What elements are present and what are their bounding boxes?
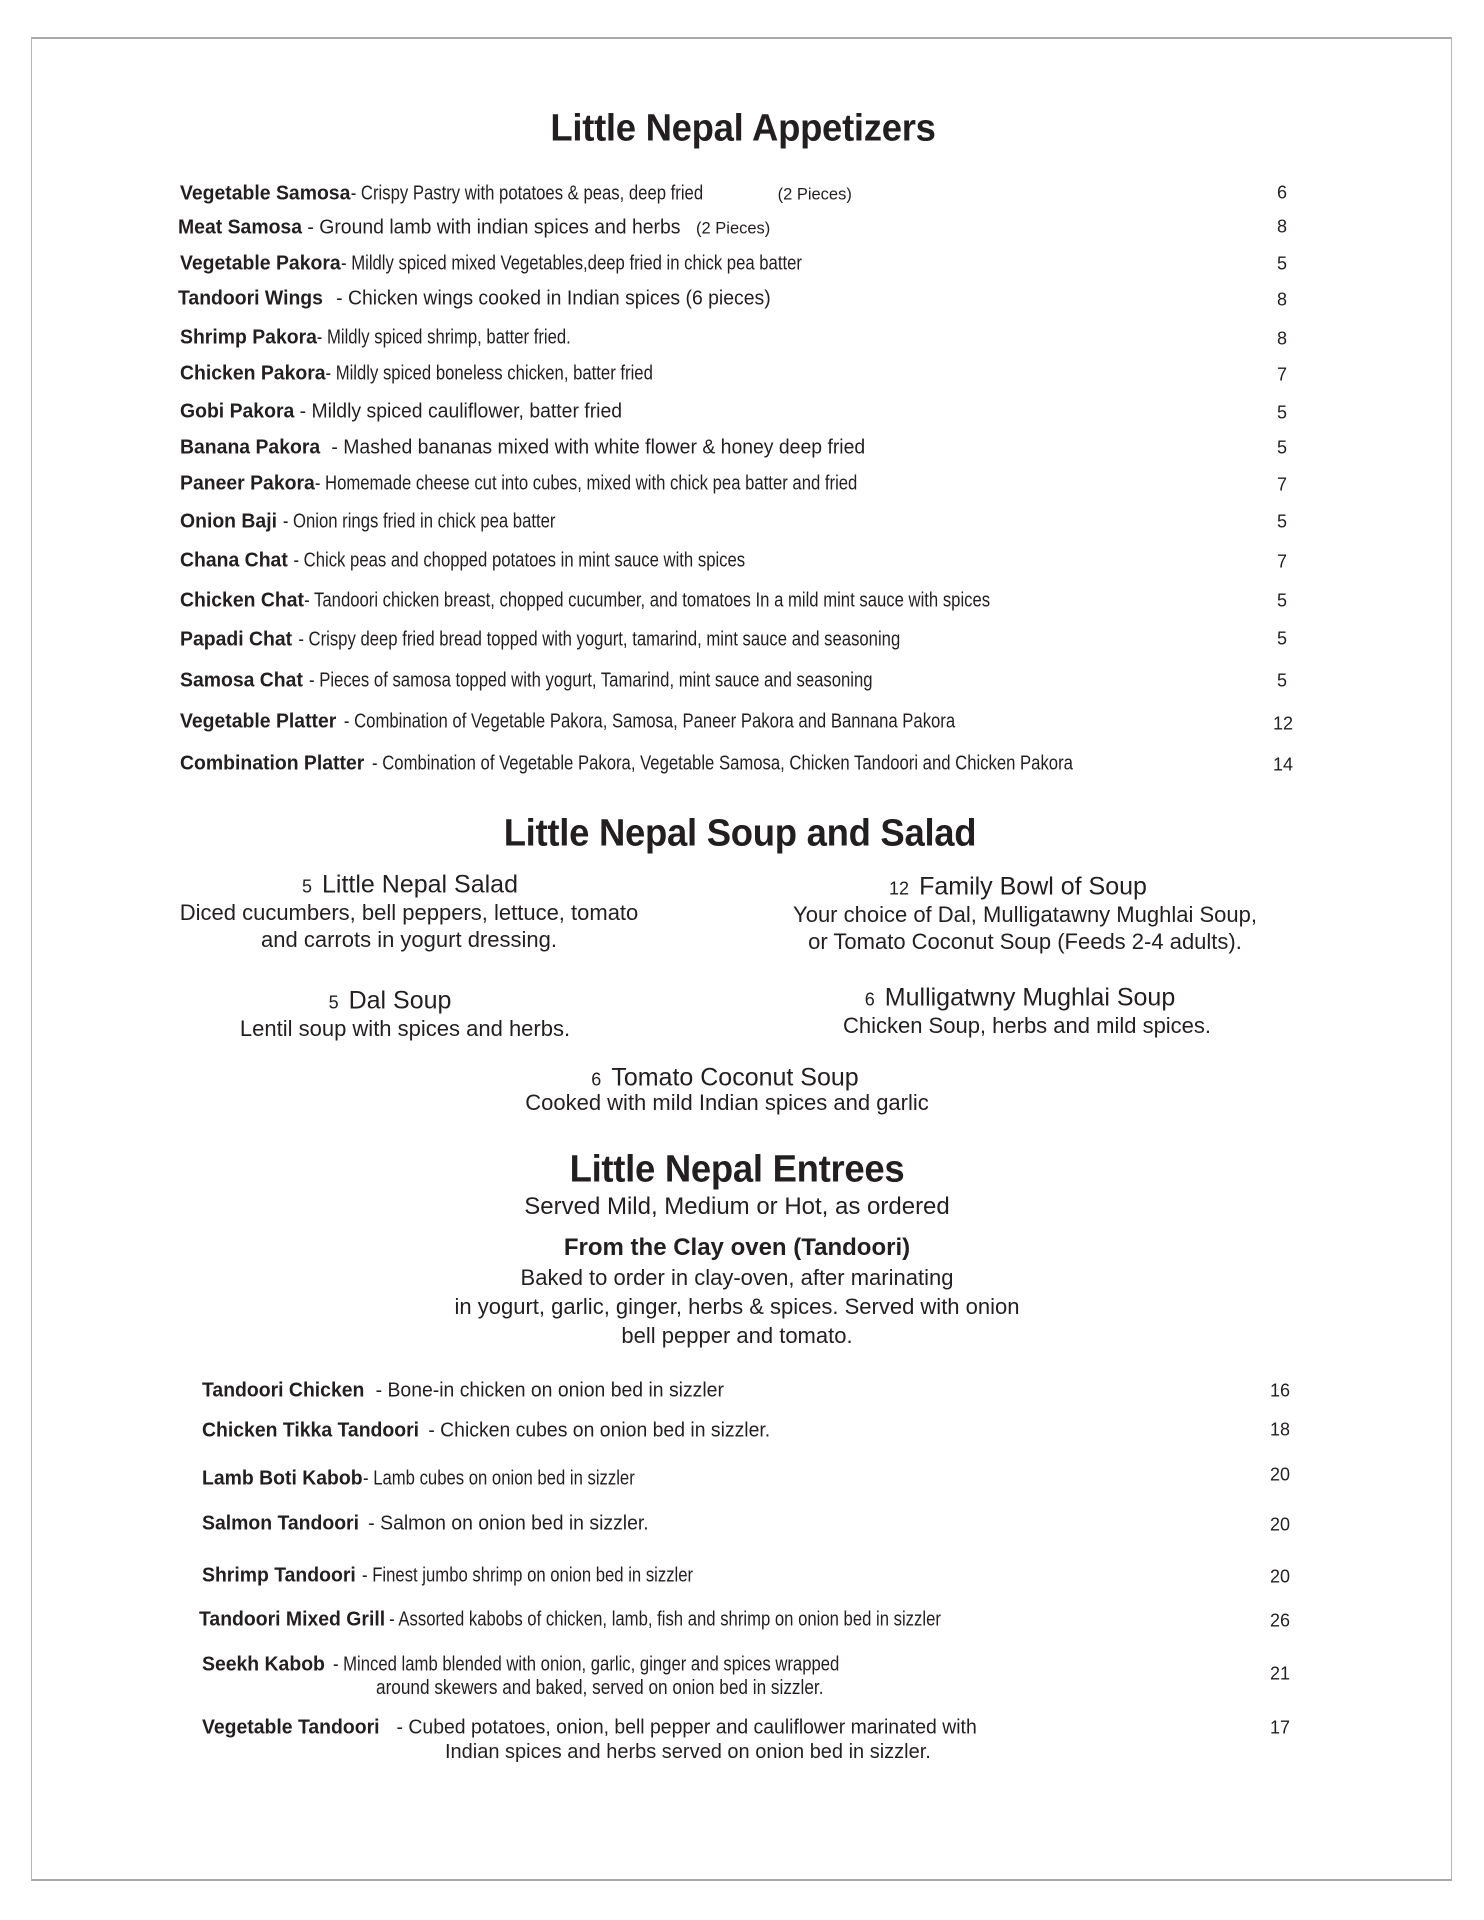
item-name: Vegetable Pakora	[180, 252, 341, 275]
item-name: Family Bowl of Soup	[919, 872, 1147, 901]
item-price: 5	[1276, 402, 1288, 423]
item-price: 21	[1269, 1663, 1291, 1684]
item-description: - Mildly spiced cauliflower, batter fried	[294, 400, 623, 423]
soup-item-heading	[329, 987, 452, 1016]
item-description: - Cubed potatoes, onion, bell pepper and cauliflower marinated with	[391, 1716, 977, 1739]
item-price: 20	[1269, 1464, 1291, 1485]
item-price: 20	[1269, 1566, 1291, 1587]
desc-line: or Tomato Coconut Soup (Feeds 2-4 adults).	[808, 929, 1242, 954]
soup-item-heading	[302, 871, 518, 900]
item-price: 8	[1276, 289, 1288, 310]
item-name: Chicken Tikka Tandoori	[202, 1419, 420, 1442]
item-name: Vegetable Tandoori	[202, 1716, 380, 1739]
item-price: 6	[591, 1069, 602, 1090]
item-name: Chana Chat	[180, 549, 288, 572]
item-price: 7	[1276, 364, 1288, 385]
item-description: - Minced lamb blended with onion, garlic, ginger and spices wrapped	[332, 1653, 840, 1676]
item-description: - Chick peas and chopped potatoes in mint sauce with spices	[293, 549, 746, 572]
item-price: 5	[328, 992, 339, 1013]
item-price: 8	[1276, 328, 1288, 349]
item-price: 5	[1276, 628, 1288, 649]
item-name: Shrimp Tandoori	[202, 1564, 356, 1587]
item-name: Little Nepal Salad	[322, 870, 518, 899]
item-description: - Lamb cubes on onion bed in sizzler	[362, 1467, 635, 1490]
item-description: - Ground lamb with indian spices and herbs	[302, 216, 681, 239]
item-name: Tandoori Mixed Grill	[199, 1608, 386, 1631]
item-name: Mulligatwny Mughlai Soup	[884, 983, 1176, 1012]
item-description: - Assorted kabobs of chicken, lamb, fish and shrimp on onion bed in sizzler	[388, 1608, 941, 1631]
item-description: - Mashed bananas mixed with white flower & honey deep fried	[326, 436, 866, 459]
item-description-continued: around skewers and baked, served on onion bed in sizzler.	[376, 1677, 824, 1699]
item-name: Seekh Kabob	[202, 1653, 325, 1676]
item-name: Onion Baji	[180, 510, 277, 533]
item-name: Tomato Coconut Soup	[611, 1063, 859, 1092]
item-price: 8	[1276, 216, 1288, 237]
item-description: - Onion rings fried in chick pea batter	[282, 510, 556, 533]
item-name: Chicken Pakora	[180, 362, 326, 385]
item-price: 6	[864, 989, 875, 1010]
desc-line: Cooked with mild Indian spices and garlic	[525, 1090, 929, 1115]
item-name: Shrimp Pakora	[180, 326, 317, 349]
item-price: 5	[1276, 590, 1288, 611]
item-price: 5	[1276, 437, 1288, 458]
item-price: 17	[1269, 1717, 1291, 1738]
item-name: Vegetable Samosa	[180, 182, 351, 205]
tandoori-desc-line: bell pepper and tomato.	[621, 1323, 853, 1348]
item-description	[240, 1015, 570, 1042]
item-description: - Pieces of samosa topped with yogurt, Tamarind, mint sauce and seasoning	[308, 669, 873, 692]
item-name: Combination Platter	[180, 752, 365, 775]
item-description: - Salmon on onion bed in sizzler.	[362, 1512, 649, 1535]
item-name: Dal Soup	[348, 986, 452, 1015]
soup-salad-title: Little Nepal Soup and Salad	[503, 812, 977, 855]
item-description: - Mildly spiced shrimp, batter fried.	[316, 326, 571, 349]
item-price: 20	[1269, 1514, 1291, 1535]
item-description-continued: Indian spices and herbs served on onion bed in sizzler.	[445, 1741, 931, 1763]
soup-item-heading	[889, 873, 1147, 902]
item-name: Tandoori Wings	[178, 287, 323, 310]
item-description	[793, 901, 1257, 955]
item-name: Lamb Boti Kabob	[202, 1467, 363, 1490]
item-price: 5	[1276, 511, 1288, 532]
desc-line: Chicken Soup, herbs and mild spices.	[842, 1013, 1212, 1038]
item-note: (2 Pieces)	[777, 184, 852, 204]
entrees-title: Little Nepal Entrees	[569, 1148, 905, 1191]
item-description: - Homemade cheese cut into cubes, mixed with chick pea batter and fried	[314, 472, 858, 495]
item-price: 12	[1272, 713, 1294, 734]
item-description	[525, 1089, 929, 1116]
item-price: 16	[1269, 1380, 1291, 1401]
item-name: Gobi Pakora	[180, 400, 295, 423]
item-description	[180, 899, 639, 953]
item-name: Meat Samosa	[178, 216, 303, 239]
desc-line: Lentil soup with spices and herbs.	[239, 1016, 571, 1041]
tandoori-desc-line: in yogurt, garlic, ginger, herbs & spices. Served with onion	[454, 1294, 1020, 1319]
item-name: Tandoori Chicken	[202, 1379, 365, 1402]
item-description: - Chicken wings cooked in Indian spices (6 pieces)	[330, 287, 771, 310]
item-price: 7	[1276, 551, 1288, 572]
soup-item-heading	[865, 984, 1175, 1013]
tandoori-desc-line: Baked to order in clay-oven, after marinating	[520, 1265, 954, 1290]
appetizers-title: Little Nepal Appetizers	[550, 107, 936, 150]
desc-line: Your choice of Dal, Mulligatawny Mughlai Soup,	[793, 902, 1257, 927]
item-name: Banana Pakora	[180, 436, 321, 459]
item-description: - Tandoori chicken breast, chopped cucumber, and tomatoes In a mild mint sauce with spices	[303, 589, 990, 612]
tandoori-heading: From the Clay oven (Tandoori)	[563, 1234, 911, 1261]
item-description: - Bone-in chicken on onion bed in sizzler	[370, 1379, 724, 1402]
desc-line: and carrots in yogurt dressing.	[261, 927, 557, 952]
item-name: Samosa Chat	[180, 669, 303, 692]
item-description: - Finest jumbo shrimp on onion bed in sizzler	[361, 1564, 693, 1587]
item-description: - Crispy deep fried bread topped with yogurt, tamarind, mint sauce and seasoning	[297, 628, 900, 651]
entrees-subtitle: Served Mild, Medium or Hot, as ordered	[524, 1193, 950, 1220]
page-border	[31, 37, 1452, 1881]
item-price: 7	[1276, 474, 1288, 495]
item-description: - Crispy Pastry with potatoes & peas, deep fried	[350, 182, 703, 205]
item-price: 5	[1276, 253, 1288, 274]
item-price: 5	[1276, 670, 1288, 691]
item-name: Paneer Pakora	[180, 472, 315, 495]
item-price: 12	[889, 878, 910, 899]
item-description: - Combination of Vegetable Pakora, Vegetable Samosa, Chicken Tandoori and Chicken Pakora	[372, 752, 1073, 775]
item-price: 6	[1276, 182, 1288, 203]
desc-line: Diced cucumbers, bell peppers, lettuce, tomato	[179, 900, 639, 925]
item-price: 18	[1269, 1419, 1291, 1440]
item-price: 5	[302, 876, 313, 897]
item-description	[843, 1012, 1211, 1039]
item-description: - Chicken cubes on onion bed in sizzler.	[422, 1419, 771, 1442]
item-description: - Mildly spiced mixed Vegetables,deep fried in chick pea batter	[340, 252, 802, 275]
item-price: 26	[1269, 1610, 1291, 1631]
item-name: Vegetable Platter	[180, 710, 337, 733]
item-name: Chicken Chat	[180, 589, 304, 612]
item-note: (2 Pieces)	[696, 218, 771, 238]
item-description: - Combination of Vegetable Pakora, Samosa, Paneer Pakora and Bannana Pakora	[344, 710, 956, 733]
item-name: Papadi Chat	[180, 628, 293, 651]
item-description: - Mildly spiced boneless chicken, batter fried	[325, 362, 653, 385]
item-name: Salmon Tandoori	[202, 1512, 360, 1535]
item-price: 14	[1272, 754, 1294, 775]
